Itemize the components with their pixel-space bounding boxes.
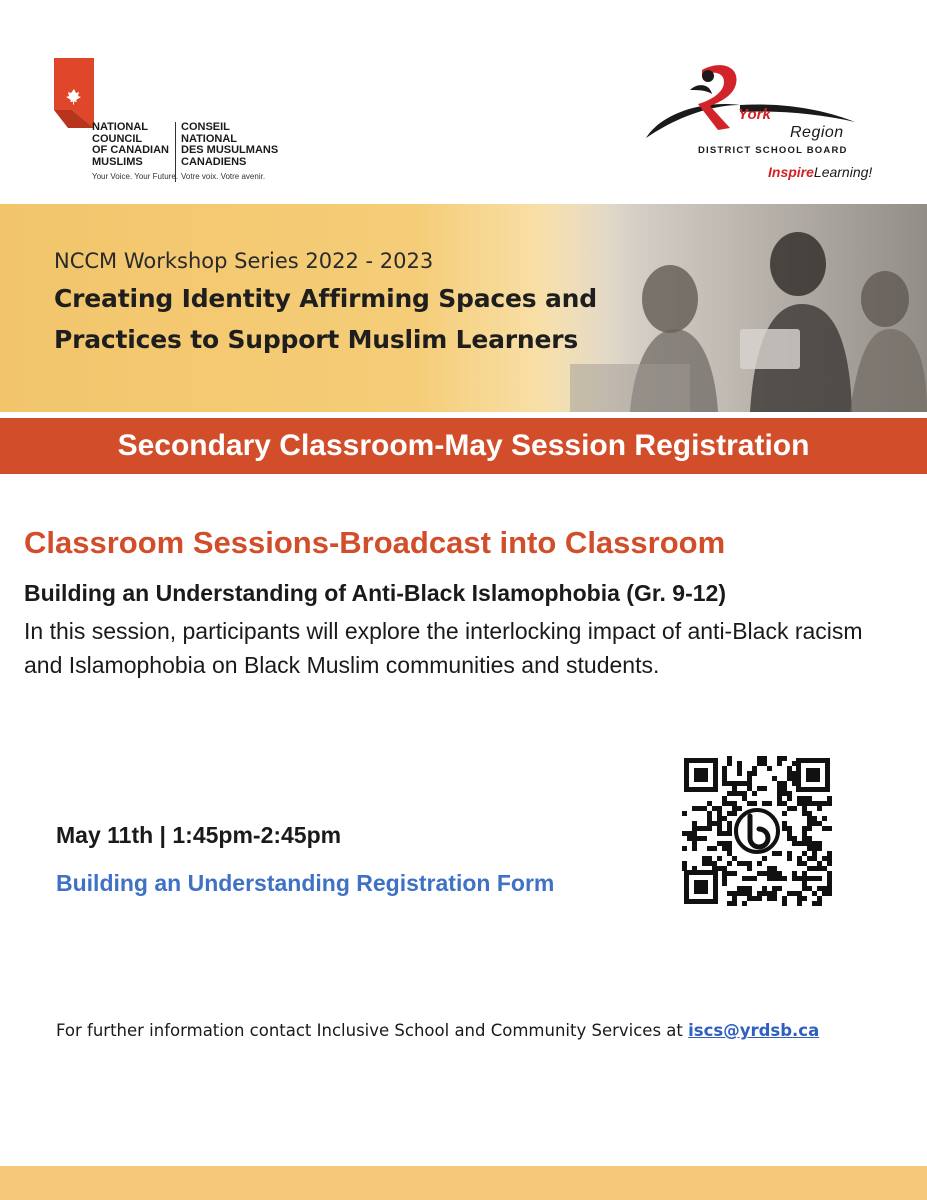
yrdsb-name-region: Region [790, 124, 844, 141]
banner-subtitle: NCCM Workshop Series 2022 - 2023 [54, 249, 434, 273]
nccm-en-line: MUSLIMS [92, 155, 143, 168]
nccm-english-tagline: Your Voice. Your Future. [92, 172, 178, 181]
nccm-french-name [181, 122, 278, 168]
nccm-fr-line: NATIONAL [181, 132, 238, 145]
session-title: Building an Understanding of Anti-Black Islamophobia (Gr. 9-12) [24, 580, 726, 606]
qr-code-icon[interactable] [682, 756, 832, 906]
footer-info-text: For further information contact Inclusive School and Community Services at [56, 1021, 689, 1040]
registration-form-link[interactable]: Building an Understanding Registration Form [56, 870, 555, 896]
nccm-en-line: NATIONAL [92, 121, 149, 133]
nccm-en-line: OF CANADIAN [92, 144, 169, 156]
yrdsb-slogan-learning: Learning! [813, 164, 873, 180]
bottom-stripe [0, 1166, 927, 1200]
banner-title-line2: Practices to Support Muslim Learners [54, 325, 579, 354]
contact-email-link[interactable]: iscs@yrdsb.ca [688, 1021, 820, 1040]
students-photo-icon [540, 204, 927, 412]
yrdsb-name-york: York [738, 106, 771, 123]
yrdsb-logo [640, 60, 880, 190]
yrdsb-slogan-inspire: Inspire [768, 164, 814, 180]
banner-title-line1: Creating Identity Affirming Spaces and [54, 284, 597, 313]
nccm-english-name [92, 122, 169, 168]
nccm-fr-line: DES MUSULMANS [181, 144, 279, 156]
nccm-fr-line: CONSEIL [181, 121, 230, 133]
yrdsb-board-name: DISTRICT SCHOOL BOARD [698, 145, 848, 156]
nccm-en-line: COUNCIL [92, 132, 143, 145]
registration-header-text: Secondary Classroom-May Session Registration [117, 429, 810, 462]
nccm-logo [54, 58, 314, 188]
nccm-maple-mark-icon [54, 58, 94, 128]
nccm-french-tagline: Votre voix. Votre avenir. [181, 172, 266, 181]
footer-contact [56, 1021, 819, 1040]
session-description: In this session, participants will explore the interlocking impact of anti-Black racism and Islamophobia on Black Muslim communities and students. [24, 618, 863, 678]
yrdsb-slogan [768, 164, 872, 180]
nccm-fr-line: CANADIENS [181, 155, 247, 168]
session-date-time: May 11th | 1:45pm-2:45pm [56, 822, 342, 848]
section-heading: Classroom Sessions-Broadcast into Classroom [24, 525, 726, 560]
yrdsb-swoosh-icon [640, 60, 880, 150]
